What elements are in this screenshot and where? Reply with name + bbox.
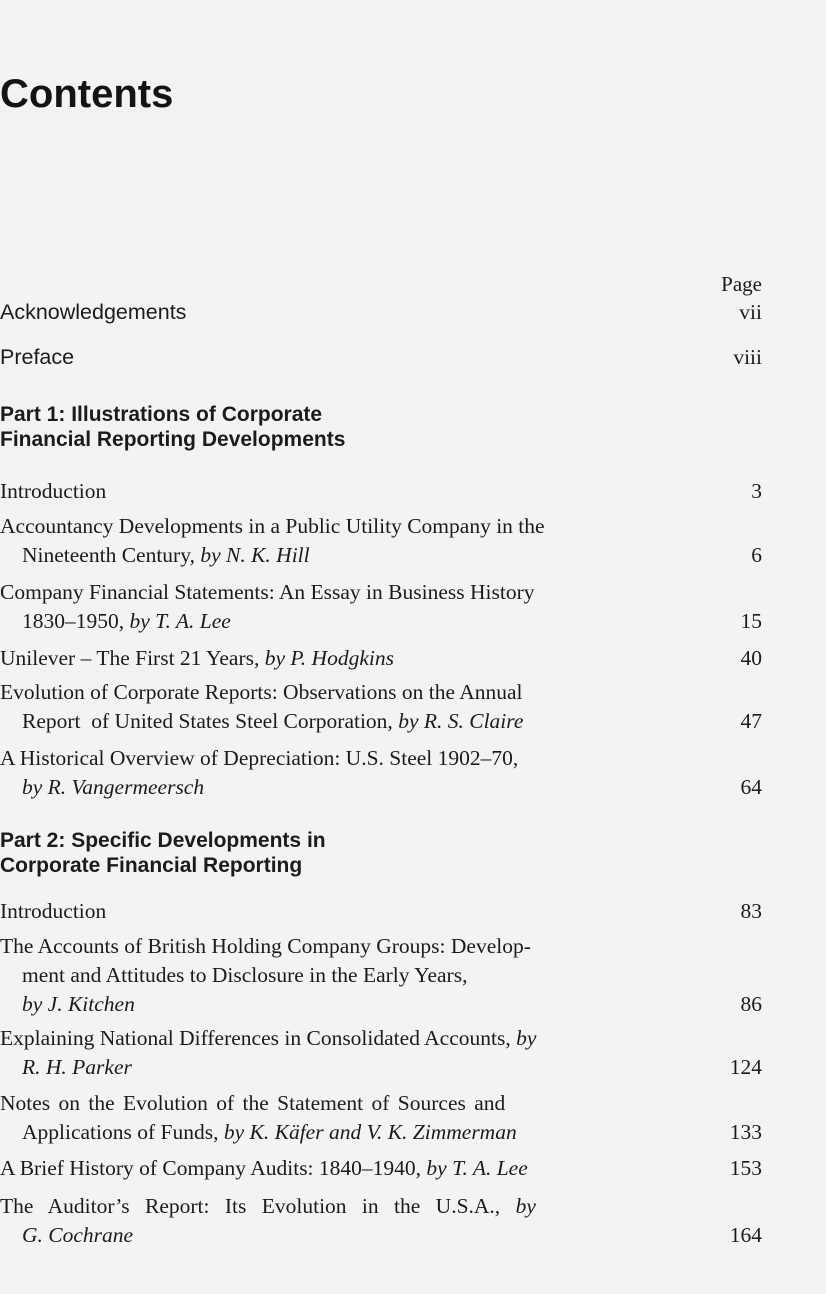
toc-entry[interactable]	[0, 897, 762, 926]
entry-title: Acknowledgements	[0, 300, 187, 324]
toc-entry[interactable]	[0, 1192, 762, 1250]
toc-entry-preface[interactable]	[0, 343, 762, 372]
entry-page: vii	[739, 300, 762, 324]
entry-title: A Brief History of Company Audits: 1840–1940, by T. A. Lee	[0, 1156, 528, 1180]
entry-author-prefix: by	[516, 1026, 537, 1050]
entry-title: The Accounts of British Holding Company Groups: Develop-	[0, 934, 531, 958]
part-heading-line: Part 1: Illustrations of Corporate	[0, 403, 323, 426]
entry-title: Notes on the Evolution of the Statement of Sources and	[0, 1091, 506, 1115]
entry-title: Introduction	[0, 479, 107, 503]
entry-author: G. Cochrane	[22, 1223, 134, 1247]
toc-entry[interactable]	[0, 1089, 762, 1147]
toc-entry[interactable]	[0, 477, 762, 506]
entry-title: Company Financial Statements: An Essay in Business History	[0, 580, 535, 604]
entry-page: 86	[740, 992, 762, 1016]
entry-author-prefix: by	[515, 1194, 536, 1218]
entry-author: by R. Vangermeersch	[22, 775, 205, 799]
toc-entry[interactable]	[0, 678, 762, 736]
entry-author: by N. K. Hill	[200, 543, 310, 567]
entry-page: 40	[740, 646, 762, 670]
entry-page: 164	[729, 1223, 762, 1247]
entry-page: 47	[740, 709, 762, 733]
toc-entry[interactable]	[0, 1154, 762, 1183]
entry-page: 133	[729, 1120, 762, 1144]
entry-author: by T. A. Lee	[129, 609, 231, 633]
entry-page: 153	[729, 1156, 762, 1180]
entry-title: Explaining National Differences in Consolidated Accounts, by	[0, 1026, 537, 1050]
entry-title: Unilever – The First 21 Years, by P. Hodgkins	[0, 646, 394, 670]
toc-entry[interactable]	[0, 512, 762, 570]
entry-author: by R. S. Claire	[398, 709, 524, 733]
entry-author: by T. A. Lee	[426, 1156, 528, 1180]
part-1-heading	[0, 402, 826, 452]
entry-author: by J. Kitchen	[22, 992, 135, 1016]
entry-title: The Auditor’s Report: Its Evolution in the U.S.A., by	[0, 1194, 536, 1218]
entry-title: Accountancy Developments in a Public Utility Company in the	[0, 514, 545, 538]
entry-author: by P. Hodgkins	[264, 646, 394, 670]
entry-page: 64	[740, 775, 762, 799]
page-column-label: Page	[721, 272, 762, 296]
page-title: Contents	[0, 72, 174, 116]
toc-entry[interactable]	[0, 644, 762, 673]
toc-entry[interactable]	[0, 578, 762, 636]
entry-title-cont: Nineteenth Century, by N. K. Hill	[22, 543, 310, 567]
entry-title-cont: Applications of Funds, by K. Käfer and V. K. Zimmerman	[22, 1120, 517, 1144]
entry-author: by K. Käfer and V. K. Zimmerman	[223, 1120, 517, 1144]
entry-title: Evolution of Corporate Reports: Observations on the Annual	[0, 680, 523, 704]
toc-entry[interactable]	[0, 744, 762, 802]
entry-title-cont: Report of United States Steel Corporation, by R. S. Claire	[22, 709, 524, 733]
entry-author: R. H. Parker	[22, 1055, 132, 1079]
entry-page: viii	[733, 345, 762, 369]
entry-title: A Historical Overview of Depreciation: U.S. Steel 1902–70,	[0, 746, 519, 770]
toc-entry[interactable]	[0, 1024, 762, 1082]
part-heading-line: Financial Reporting Developments	[0, 428, 346, 451]
toc-entry-acknowledgements[interactable]	[0, 298, 762, 327]
part-heading-line: Corporate Financial Reporting	[0, 854, 303, 877]
toc-entry[interactable]	[0, 932, 762, 1019]
entry-title-cont: ment and Attitudes to Disclosure in the Early Years,	[22, 963, 468, 987]
entry-title: Introduction	[0, 899, 107, 923]
entry-page: 3	[751, 479, 762, 503]
entry-page: 124	[729, 1055, 762, 1079]
entry-page: 83	[740, 899, 762, 923]
entry-title-cont: 1830–1950, by T. A. Lee	[22, 609, 231, 633]
entry-page: 15	[740, 609, 762, 633]
entry-page: 6	[751, 543, 762, 567]
part-heading-line: Part 2: Specific Developments in	[0, 829, 326, 852]
entry-title: Preface	[0, 345, 75, 369]
part-2-heading	[0, 828, 826, 878]
